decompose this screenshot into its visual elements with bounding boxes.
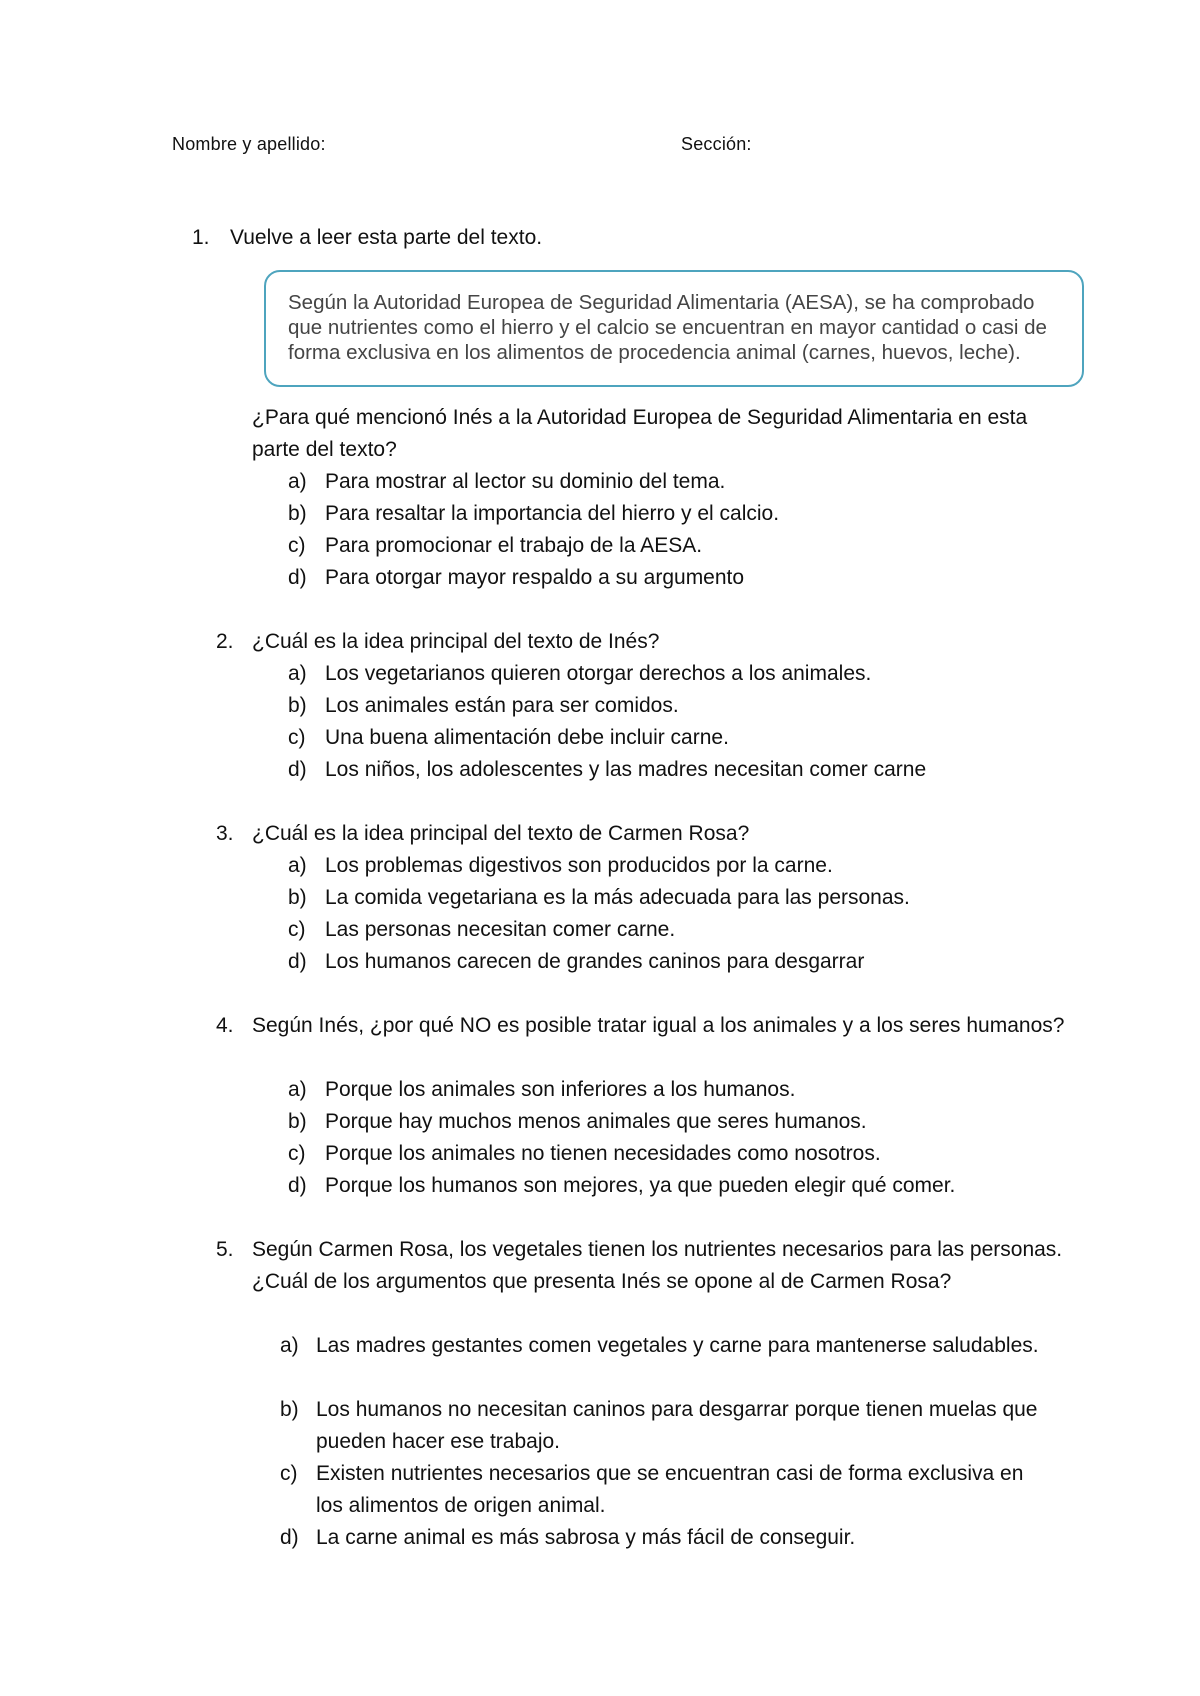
option-text: Los humanos no necesitan caninos para desgarrar porque tienen muelas que pueden hacer ese trabajo. (316, 1398, 1038, 1453)
question-text: ¿Cuál es la idea principal del texto de Carmen Rosa? (252, 822, 750, 845)
question-number: 4. (216, 1014, 234, 1037)
option-text: Porque los animales no tienen necesidades como nosotros. (325, 1142, 881, 1165)
option-text: Para promocionar el trabajo de la AESA. (325, 534, 703, 557)
option-text: La comida vegetariana es la más adecuada para las personas. (325, 886, 910, 909)
option-text: Los niños, los adolescentes y las madres necesitan comer carne (325, 758, 927, 781)
option-letter: a) (288, 662, 307, 685)
question-text: ¿Cuál es la idea principal del texto de Inés? (252, 630, 660, 653)
name-label: Nombre y apellido: (172, 134, 326, 154)
question-text: Según Inés, ¿por qué NO es posible tratar igual a los animales y a los seres humanos? (252, 1014, 1065, 1037)
option-text: Porque hay muchos menos animales que seres humanos. (325, 1110, 867, 1133)
question-number: 2. (216, 630, 234, 653)
option-text: Los humanos carecen de grandes caninos para desgarrar (325, 950, 865, 973)
option-letter: d) (280, 1526, 299, 1549)
question-text: Según Carmen Rosa, los vegetales tienen los nutrientes necesarios para las personas. ¿Cuál de los argumentos que presenta Inés se opone al de Carmen Rosa? (252, 1238, 1063, 1293)
option-letter: b) (288, 502, 307, 525)
option-text: Los animales están para ser comidos. (325, 694, 679, 717)
option-letter: c) (288, 918, 306, 941)
option-letter: b) (288, 1110, 307, 1133)
section-label: Sección: (681, 134, 752, 154)
question-1-instruction (192, 226, 542, 250)
question-number: 5. (216, 1238, 234, 1261)
option-letter: d) (288, 758, 307, 781)
option-text: Para otorgar mayor respaldo a su argumento (325, 566, 745, 589)
option-letter: d) (288, 1174, 307, 1197)
option-letter: a) (288, 854, 307, 877)
option-text: Las madres gestantes comen vegetales y carne para mantenerse saludables. (316, 1334, 1039, 1357)
option-text: Para mostrar al lector su dominio del tema. (325, 470, 726, 493)
question-number: 1. (192, 226, 210, 249)
option-letter: b) (288, 886, 307, 909)
option-letter: d) (288, 950, 307, 973)
option-letter: d) (288, 566, 307, 589)
option-letter: c) (288, 1142, 306, 1165)
option-text: Porque los animales son inferiores a los humanos. (325, 1078, 796, 1101)
option-letter: c) (288, 726, 306, 749)
option-text: Los vegetarianos quieren otorgar derechos a los animales. (325, 662, 872, 685)
option-letter: b) (288, 694, 307, 717)
question-number: 3. (216, 822, 234, 845)
option-letter: c) (288, 534, 306, 557)
instruction-text: Vuelve a leer esta parte del texto. (230, 226, 543, 249)
option-text: La carne animal es más sabrosa y más fácil de conseguir. (316, 1526, 856, 1549)
option-letter: a) (280, 1334, 299, 1357)
option-text: Los problemas digestivos son producidos por la carne. (325, 854, 833, 877)
option-letter: a) (288, 470, 307, 493)
question-text: ¿Para qué mencionó Inés a la Autoridad Europea de Seguridad Alimentaria en esta parte del texto? (252, 406, 1028, 461)
option-text: Para resaltar la importancia del hierro y el calcio. (325, 502, 780, 525)
option-text: Una buena alimentación debe incluir carne. (325, 726, 729, 749)
quote-text: Según la Autoridad Europea de Seguridad Alimentaria (AESA), se ha comprobado que nutrientes como el hierro y el calcio se encuentran en mayor cantidad o casi de forma exclusiva en los alimentos de procedencia animal (carnes, huevos, leche). (288, 291, 1047, 364)
option-text: Porque los humanos son mejores, ya que pueden elegir qué comer. (325, 1174, 956, 1197)
option-text: Las personas necesitan comer carne. (325, 918, 676, 941)
quote-box (264, 270, 1084, 387)
option-letter: c) (280, 1462, 298, 1485)
option-letter: b) (280, 1398, 299, 1421)
option-letter: a) (288, 1078, 307, 1101)
option-text: Existen nutrientes necesarios que se encuentran casi de forma exclusiva en los alimentos de origen animal. (316, 1462, 1024, 1517)
